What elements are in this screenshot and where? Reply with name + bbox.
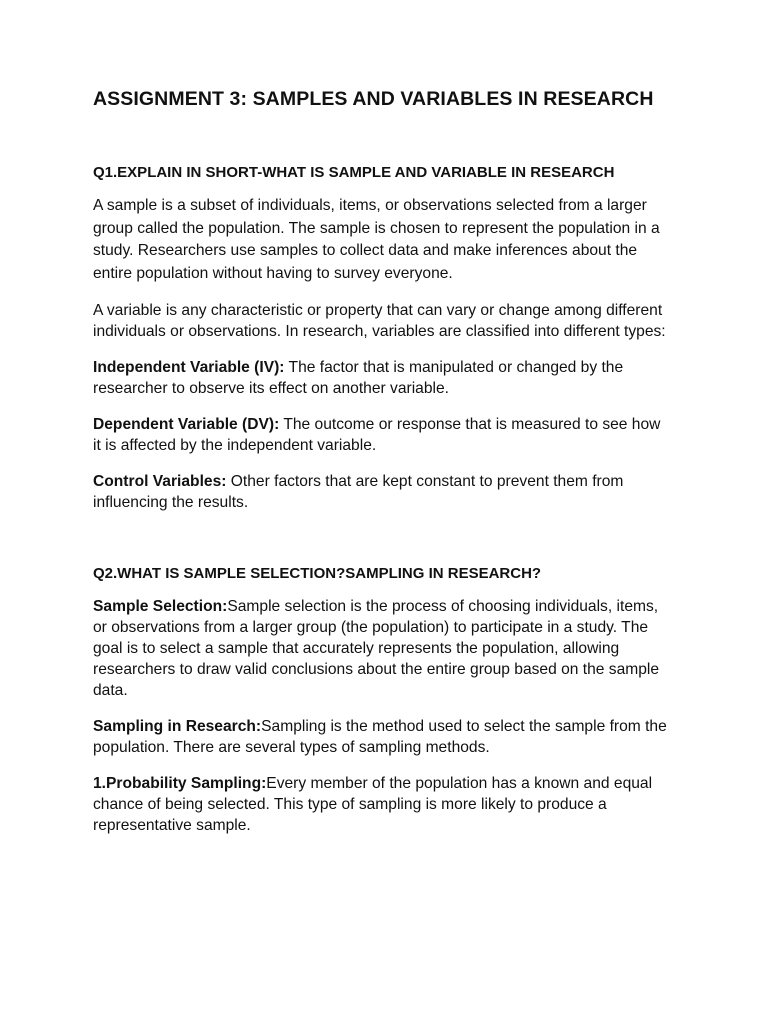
sampling-in-research-paragraph — [93, 716, 672, 758]
control-variables-paragraph — [93, 471, 672, 513]
control-variables-label: Control Variables: — [93, 473, 227, 490]
independent-variable-text: The factor that is manipulated or changed by the researcher to observe its effect on another variable. — [93, 359, 624, 397]
question-2-section — [93, 565, 672, 836]
dependent-variable-text: The outcome or response that is measured to see how it is affected by the independent variable. — [93, 416, 661, 454]
sampling-in-research-text: Sampling is the method used to select the sample from the population. There are several types of sampling methods. — [93, 718, 667, 756]
dependent-variable-label: Dependent Variable (DV): — [93, 416, 280, 433]
variable-definition-paragraph: A variable is any characteristic or property that can vary or change among different individuals or observations. In research, variables are classified into different types: — [93, 302, 666, 340]
sample-selection-text: Sample selection is the process of choosing individuals, items, or observations from a larger group (the population) to participate in a study. The goal is to select a sample that accurately represents the population, allowing researchers to draw valid conclusions about the entire group based on the sample data. — [93, 598, 660, 699]
probability-sampling-text: Every member of the population has a known and equal chance of being selected. This type of sampling is more likely to produce a representative sample. — [93, 775, 653, 834]
probability-sampling-label: 1.Probability Sampling: — [93, 775, 267, 792]
independent-variable-label: Independent Variable (IV): — [93, 359, 285, 376]
independent-variable-paragraph — [93, 357, 672, 399]
control-variables-text: Other factors that are kept constant to prevent them from influencing the results. — [93, 473, 624, 511]
probability-sampling-paragraph — [93, 773, 672, 836]
dependent-variable-paragraph — [93, 414, 672, 456]
sample-selection-label: Sample Selection: — [93, 598, 228, 615]
sampling-in-research-label: Sampling in Research: — [93, 718, 262, 735]
question-2-heading: Q2.WHAT IS SAMPLE SELECTION?SAMPLING IN RESEARCH? — [93, 565, 542, 582]
sample-selection-paragraph — [93, 596, 672, 701]
question-1-heading: Q1.EXPLAIN IN SHORT-WHAT IS SAMPLE AND VARIABLE IN RESEARCH — [93, 164, 615, 181]
sample-definition-paragraph: A sample is a subset of individuals, items, or observations selected from a larger group called the population. The sample is chosen to represent the population in a study. Researchers use samples to collect data and make inferences about the entire population without having to survey everyone. — [93, 197, 660, 282]
document-title: ASSIGNMENT 3: SAMPLES AND VARIABLES IN RESEARCH — [93, 88, 654, 110]
question-1-section — [93, 164, 672, 513]
